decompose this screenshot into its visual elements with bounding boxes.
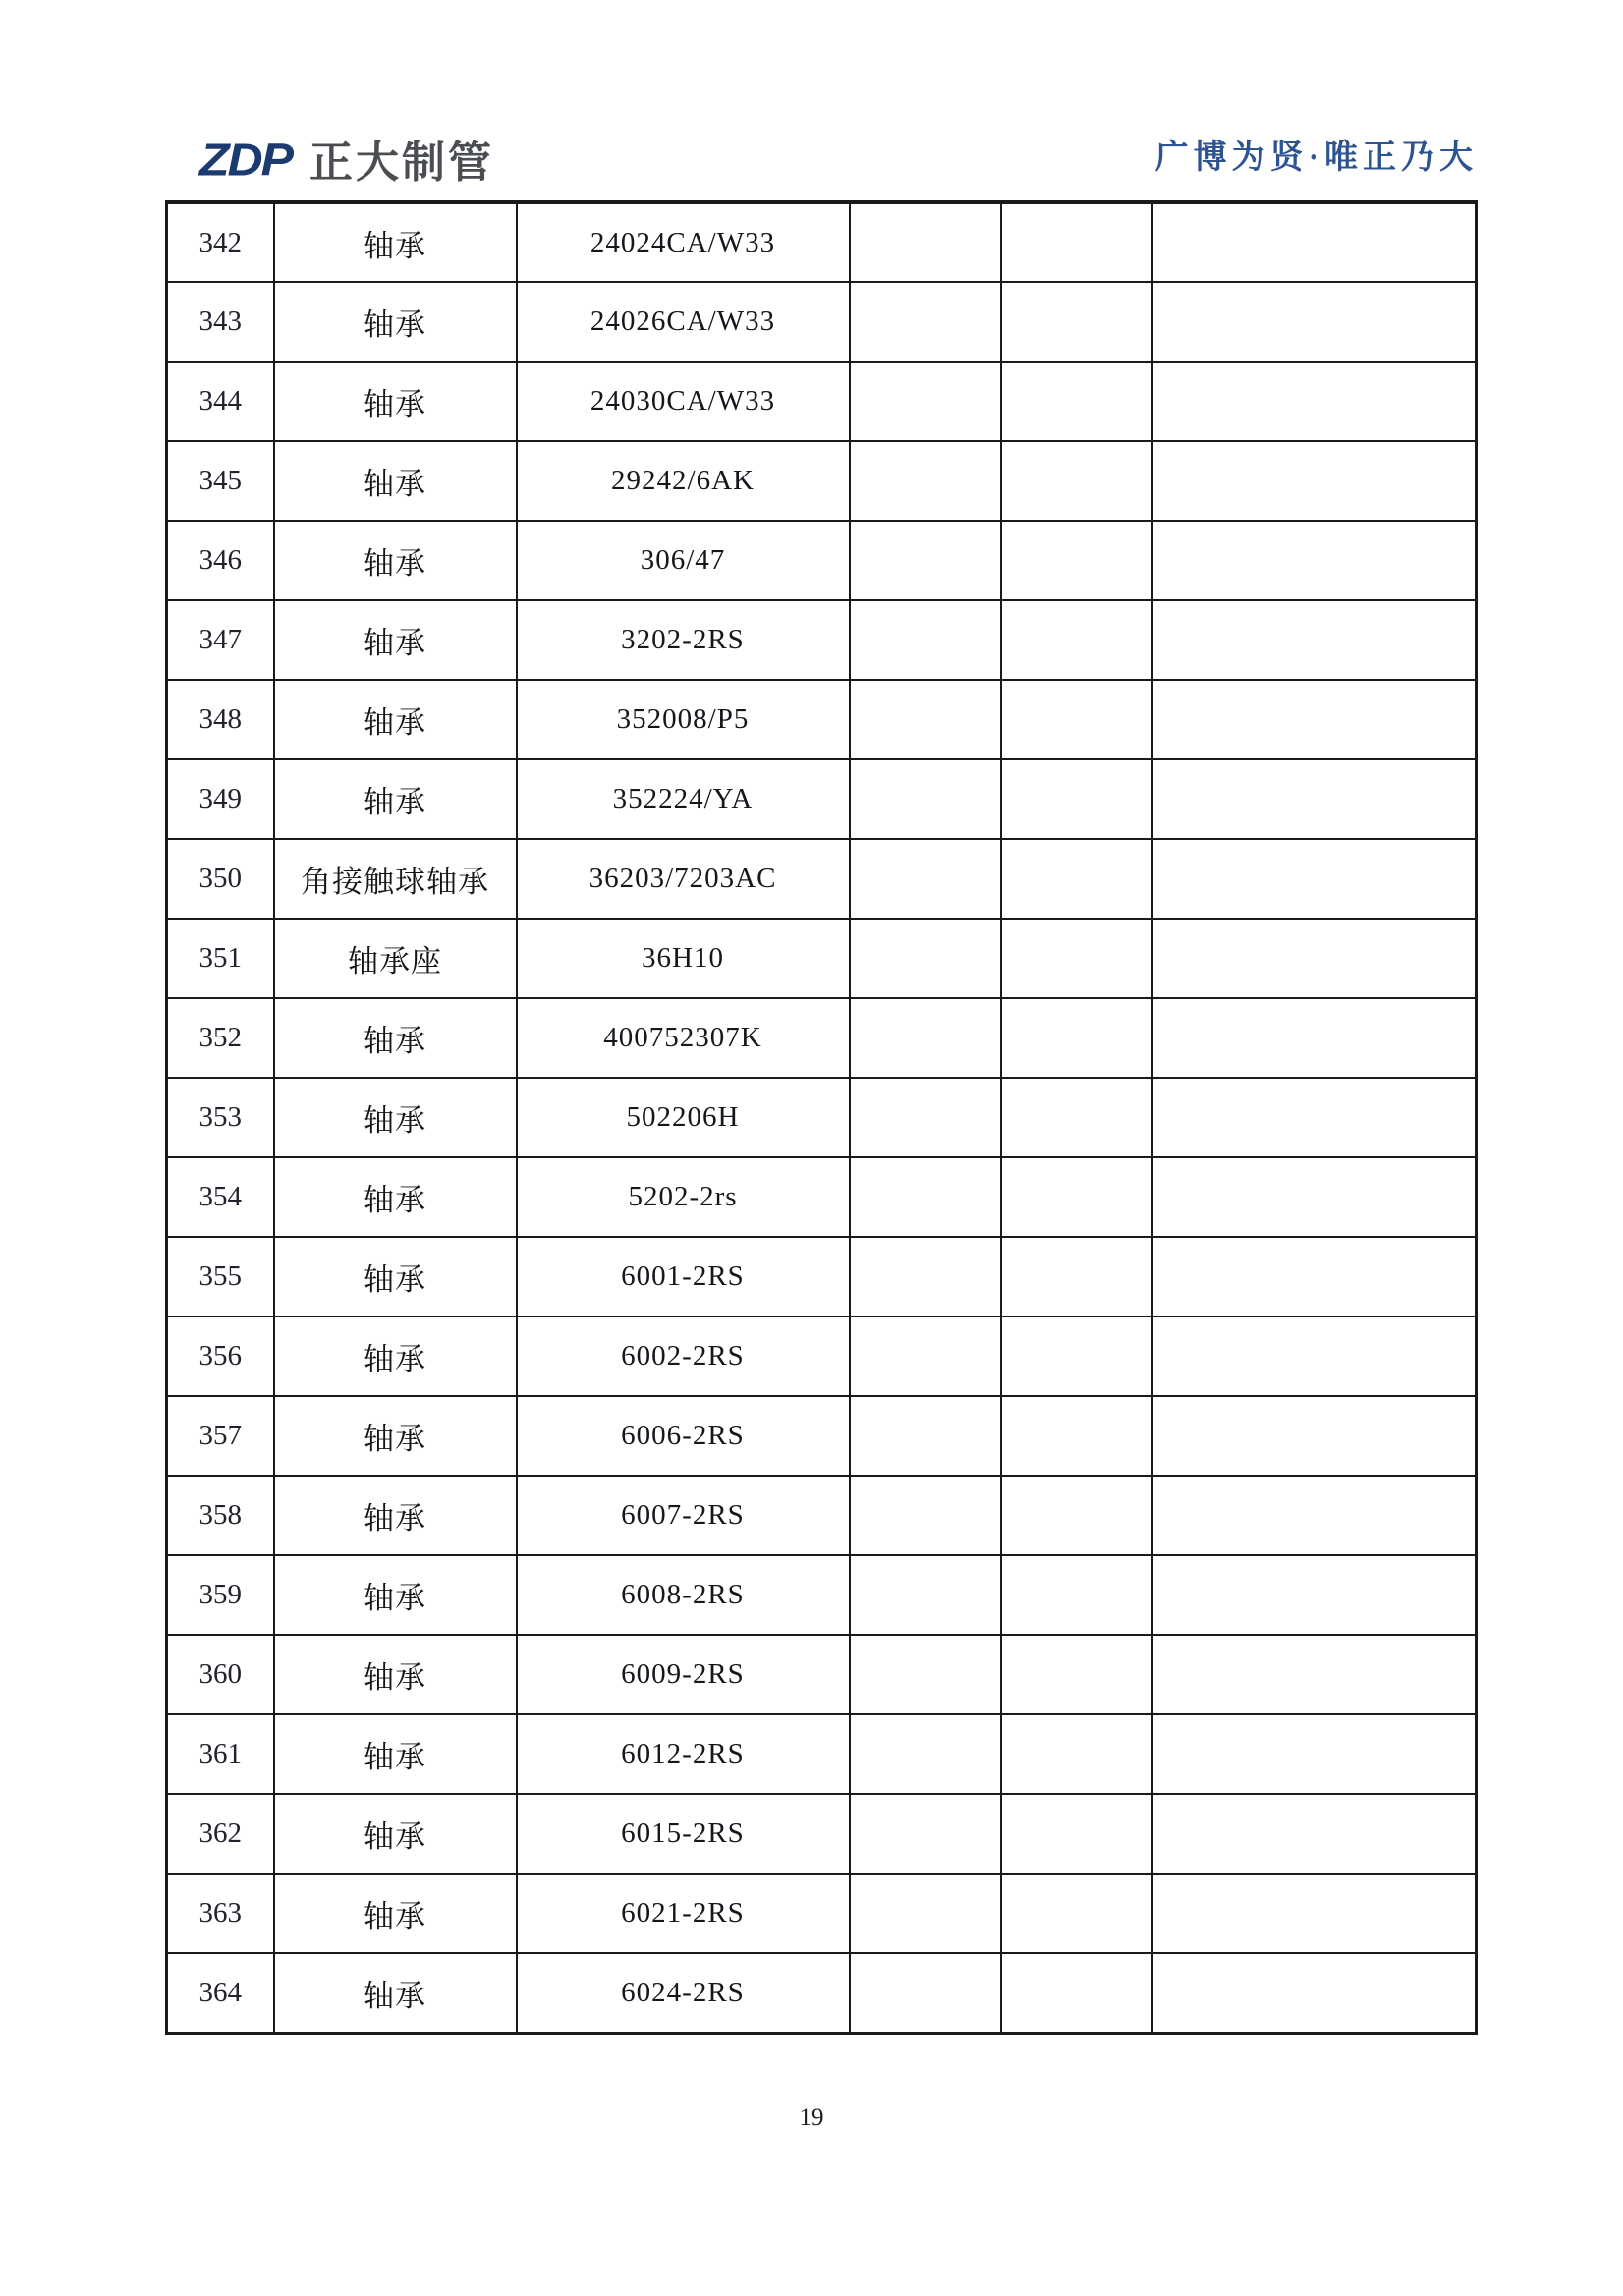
cell-empty-1 — [850, 1476, 1001, 1555]
cell-empty-2 — [1001, 600, 1152, 680]
cell-part-name: 轴承 — [274, 1555, 517, 1635]
cell-part-name: 轴承 — [274, 1078, 517, 1157]
cell-model: 306/47 — [517, 521, 850, 600]
cell-index: 353 — [167, 1078, 274, 1157]
cell-empty-2 — [1001, 1635, 1152, 1714]
cell-model: 3202-2RS — [517, 600, 850, 680]
cell-part-name: 轴承 — [274, 1714, 517, 1794]
table-row — [167, 441, 1477, 521]
company-slogan: 广博为贤·唯正乃大 — [1154, 140, 1478, 176]
cell-model: 36H10 — [517, 919, 850, 998]
cell-empty-1 — [850, 282, 1001, 362]
cell-model: 352008/P5 — [517, 680, 850, 759]
cell-model: 6012-2RS — [517, 1714, 850, 1794]
cell-empty-1 — [850, 362, 1001, 441]
cell-model: 6002-2RS — [517, 1316, 850, 1396]
table-row — [167, 680, 1477, 759]
cell-empty-3 — [1152, 1476, 1477, 1555]
cell-part-name: 轴承 — [274, 282, 517, 362]
cell-index: 342 — [167, 202, 274, 282]
cell-index: 349 — [167, 759, 274, 839]
table-row — [167, 1555, 1477, 1635]
table-row — [167, 839, 1477, 919]
cell-empty-2 — [1001, 362, 1152, 441]
cell-empty-3 — [1152, 441, 1477, 521]
cell-empty-2 — [1001, 1874, 1152, 1953]
cell-index: 344 — [167, 362, 274, 441]
cell-empty-3 — [1152, 1714, 1477, 1794]
cell-index: 347 — [167, 600, 274, 680]
table-row — [167, 1953, 1477, 2033]
cell-empty-1 — [850, 1794, 1001, 1874]
cell-empty-2 — [1001, 1794, 1152, 1874]
cell-empty-3 — [1152, 998, 1477, 1078]
cell-empty-3 — [1152, 362, 1477, 441]
zdp-logo-text: ZDP — [199, 135, 292, 186]
cell-model: 24024CA/W33 — [517, 202, 850, 282]
cell-empty-3 — [1152, 680, 1477, 759]
cell-index: 360 — [167, 1635, 274, 1714]
cell-empty-3 — [1152, 1316, 1477, 1396]
cell-index: 352 — [167, 998, 274, 1078]
cell-empty-3 — [1152, 202, 1477, 282]
cell-part-name: 轴承 — [274, 1794, 517, 1874]
table-row — [167, 202, 1477, 282]
cell-empty-2 — [1001, 1316, 1152, 1396]
cell-model: 29242/6AK — [517, 441, 850, 521]
cell-empty-3 — [1152, 521, 1477, 600]
cell-empty-2 — [1001, 1157, 1152, 1237]
cell-empty-1 — [850, 521, 1001, 600]
cell-empty-2 — [1001, 441, 1152, 521]
table-row — [167, 759, 1477, 839]
cell-empty-2 — [1001, 202, 1152, 282]
cell-empty-1 — [850, 1714, 1001, 1794]
cell-index: 348 — [167, 680, 274, 759]
cell-empty-3 — [1152, 1953, 1477, 2033]
table-row — [167, 521, 1477, 600]
cell-empty-1 — [850, 1157, 1001, 1237]
cell-part-name: 轴承 — [274, 1316, 517, 1396]
cell-part-name: 轴承 — [274, 1635, 517, 1714]
cell-empty-2 — [1001, 1237, 1152, 1316]
cell-empty-1 — [850, 1316, 1001, 1396]
table-row — [167, 998, 1477, 1078]
cell-empty-1 — [850, 1555, 1001, 1635]
cell-index: 364 — [167, 1953, 274, 2033]
cell-empty-2 — [1001, 680, 1152, 759]
cell-index: 362 — [167, 1794, 274, 1874]
cell-model: 6009-2RS — [517, 1635, 850, 1714]
cell-empty-3 — [1152, 600, 1477, 680]
cell-empty-1 — [850, 839, 1001, 919]
cell-part-name: 轴承 — [274, 362, 517, 441]
cell-model: 24030CA/W33 — [517, 362, 850, 441]
cell-empty-1 — [850, 1635, 1001, 1714]
cell-empty-1 — [850, 202, 1001, 282]
cell-empty-1 — [850, 441, 1001, 521]
cell-part-name: 轴承 — [274, 1476, 517, 1555]
cell-empty-2 — [1001, 1953, 1152, 2033]
cell-model: 24026CA/W33 — [517, 282, 850, 362]
cell-part-name: 角接触球轴承 — [274, 839, 517, 919]
table-row — [167, 600, 1477, 680]
cell-empty-1 — [850, 1396, 1001, 1476]
cell-index: 350 — [167, 839, 274, 919]
table-row — [167, 362, 1477, 441]
page-number: 19 — [799, 2104, 824, 2131]
cell-index: 358 — [167, 1476, 274, 1555]
cell-empty-1 — [850, 759, 1001, 839]
table-row — [167, 1157, 1477, 1237]
table-row — [167, 1476, 1477, 1555]
cell-model: 6008-2RS — [517, 1555, 850, 1635]
cell-index: 345 — [167, 441, 274, 521]
cell-part-name: 轴承 — [274, 441, 517, 521]
cell-empty-2 — [1001, 998, 1152, 1078]
table-row — [167, 1316, 1477, 1396]
cell-model: 400752307K — [517, 998, 850, 1078]
cell-model: 36203/7203AC — [517, 839, 850, 919]
cell-empty-2 — [1001, 1476, 1152, 1555]
cell-index: 356 — [167, 1316, 274, 1396]
cell-part-name: 轴承 — [274, 1396, 517, 1476]
cell-part-name: 轴承 — [274, 1874, 517, 1953]
company-logo — [199, 136, 494, 185]
company-name-text: 正大制管 — [309, 139, 494, 187]
cell-index: 359 — [167, 1555, 274, 1635]
cell-empty-1 — [850, 919, 1001, 998]
cell-empty-3 — [1152, 1794, 1477, 1874]
cell-empty-1 — [850, 600, 1001, 680]
cell-part-name: 轴承 — [274, 202, 517, 282]
cell-empty-2 — [1001, 521, 1152, 600]
cell-index: 355 — [167, 1237, 274, 1316]
cell-part-name: 轴承座 — [274, 919, 517, 998]
table-row — [167, 1874, 1477, 1953]
cell-empty-2 — [1001, 1078, 1152, 1157]
cell-part-name: 轴承 — [274, 1237, 517, 1316]
cell-empty-1 — [850, 1078, 1001, 1157]
cell-empty-3 — [1152, 1635, 1477, 1714]
cell-model: 5202-2rs — [517, 1157, 850, 1237]
cell-empty-1 — [850, 998, 1001, 1078]
cell-empty-2 — [1001, 759, 1152, 839]
cell-empty-2 — [1001, 919, 1152, 998]
table-row — [167, 1714, 1477, 1794]
cell-index: 363 — [167, 1874, 274, 1953]
cell-model: 6021-2RS — [517, 1874, 850, 1953]
cell-empty-3 — [1152, 1874, 1477, 1953]
cell-model: 6015-2RS — [517, 1794, 850, 1874]
parts-table-body — [167, 202, 1477, 2033]
cell-model: 6007-2RS — [517, 1476, 850, 1555]
cell-index: 346 — [167, 521, 274, 600]
cell-empty-3 — [1152, 282, 1477, 362]
cell-part-name: 轴承 — [274, 759, 517, 839]
table-row — [167, 1635, 1477, 1714]
cell-empty-3 — [1152, 1237, 1477, 1316]
cell-empty-2 — [1001, 839, 1152, 919]
table-row — [167, 282, 1477, 362]
table-row — [167, 1396, 1477, 1476]
cell-part-name: 轴承 — [274, 998, 517, 1078]
table-row — [167, 1794, 1477, 1874]
parts-table — [165, 200, 1478, 2035]
cell-model: 352224/YA — [517, 759, 850, 839]
cell-empty-1 — [850, 1874, 1001, 1953]
cell-index: 361 — [167, 1714, 274, 1794]
cell-model: 6024-2RS — [517, 1953, 850, 2033]
table-row — [167, 1078, 1477, 1157]
cell-empty-1 — [850, 680, 1001, 759]
cell-part-name: 轴承 — [274, 1157, 517, 1237]
cell-empty-1 — [850, 1953, 1001, 2033]
cell-model: 6001-2RS — [517, 1237, 850, 1316]
cell-empty-3 — [1152, 839, 1477, 919]
cell-empty-3 — [1152, 1078, 1477, 1157]
cell-empty-3 — [1152, 1555, 1477, 1635]
cell-index: 343 — [167, 282, 274, 362]
cell-part-name: 轴承 — [274, 521, 517, 600]
table-row — [167, 1237, 1477, 1316]
cell-part-name: 轴承 — [274, 1953, 517, 2033]
cell-empty-3 — [1152, 919, 1477, 998]
page-header — [0, 0, 1623, 200]
cell-empty-3 — [1152, 1396, 1477, 1476]
cell-empty-2 — [1001, 282, 1152, 362]
cell-empty-1 — [850, 1237, 1001, 1316]
cell-index: 354 — [167, 1157, 274, 1237]
table-row — [167, 919, 1477, 998]
cell-index: 351 — [167, 919, 274, 998]
page-footer — [0, 2104, 1623, 2132]
cell-model: 502206H — [517, 1078, 850, 1157]
cell-part-name: 轴承 — [274, 600, 517, 680]
cell-part-name: 轴承 — [274, 680, 517, 759]
cell-empty-3 — [1152, 759, 1477, 839]
cell-empty-2 — [1001, 1714, 1152, 1794]
cell-index: 357 — [167, 1396, 274, 1476]
cell-empty-2 — [1001, 1555, 1152, 1635]
cell-model: 6006-2RS — [517, 1396, 850, 1476]
cell-empty-2 — [1001, 1396, 1152, 1476]
cell-empty-3 — [1152, 1157, 1477, 1237]
